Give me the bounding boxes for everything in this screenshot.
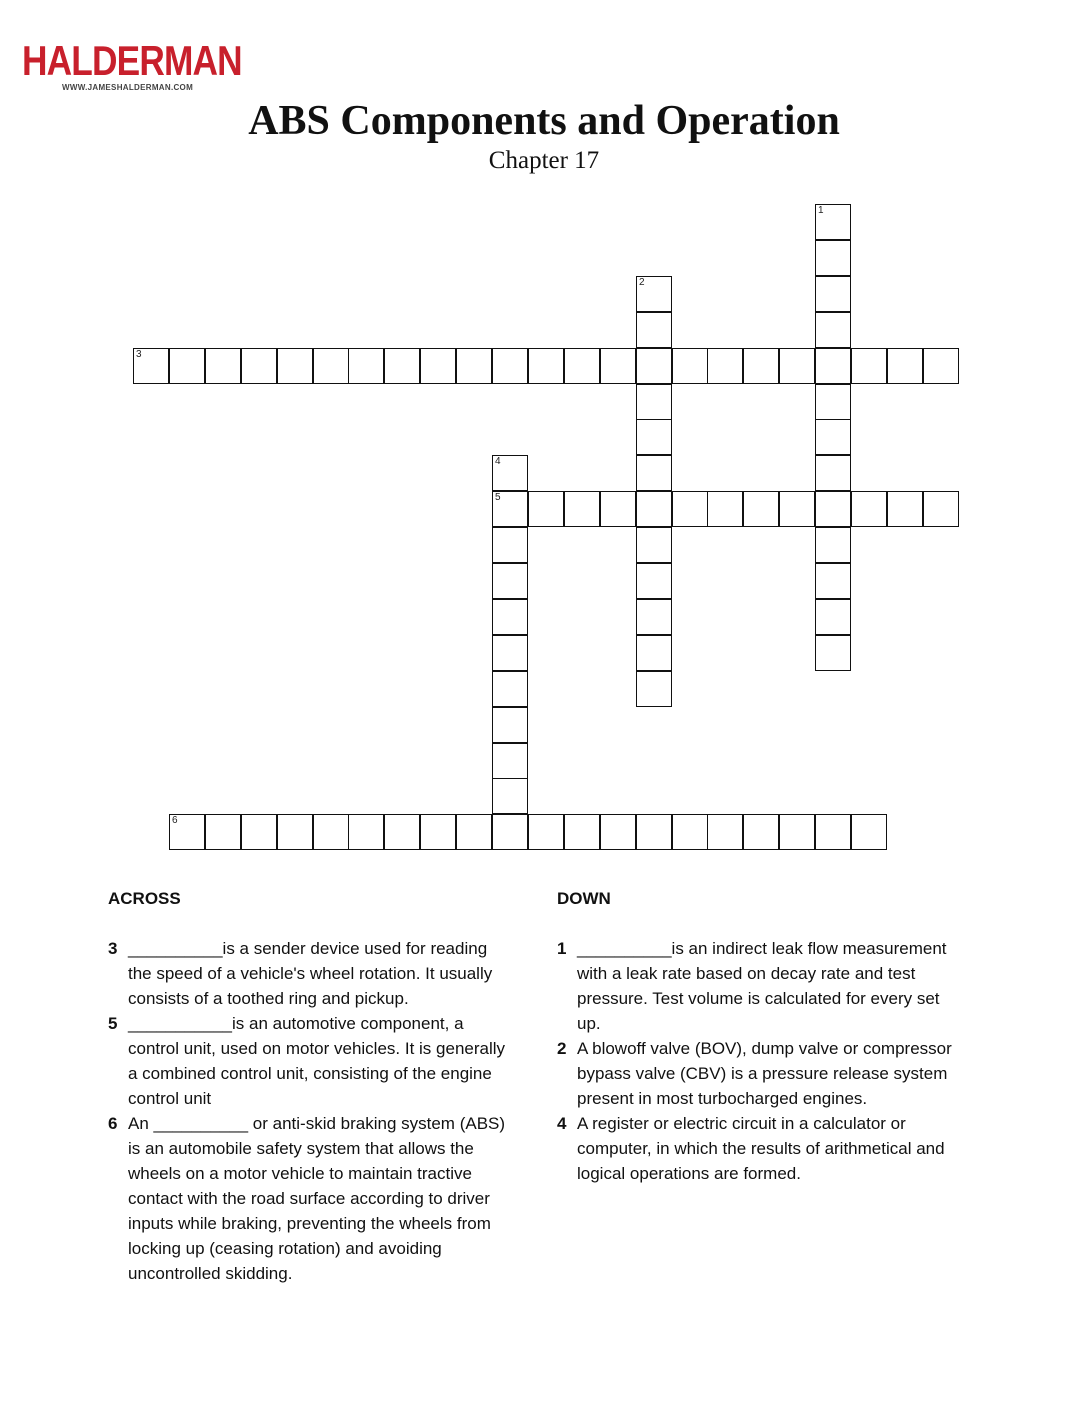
crossword-cell[interactable] bbox=[779, 491, 815, 527]
crossword-cell[interactable] bbox=[313, 814, 349, 850]
clue-text: A blowoff valve (BOV), dump valve or compressor bypass valve (CBV) is a pressure release system present in most turbocharged engines. bbox=[577, 1039, 952, 1108]
crossword-cell[interactable] bbox=[851, 491, 887, 527]
crossword-cell[interactable] bbox=[672, 491, 708, 527]
clue-text: An __________ or anti-skid braking system (ABS) is an automobile safety system that allows the wheels on a motor vehicle to maintain tractive contact with the road surface according to driver inputs while braking, preventing the wheels from locking up (ceasing rotation) and avoiding uncontrolled skidding. bbox=[128, 1114, 506, 1283]
clue-number: 4 bbox=[557, 1114, 567, 1133]
crossword-cell[interactable] bbox=[815, 455, 851, 491]
crossword-cell[interactable] bbox=[205, 814, 241, 850]
crossword-cell[interactable] bbox=[133, 348, 169, 384]
crossword-cell[interactable] bbox=[277, 348, 313, 384]
crossword-cell[interactable] bbox=[636, 419, 672, 455]
crossword-cell[interactable] bbox=[528, 348, 564, 384]
clue-text: ___________is an automotive component, a control unit, used on motor vehicles. It is generally a combined control unit, consisting of the engine control unit bbox=[128, 1014, 506, 1108]
crossword-cell[interactable] bbox=[492, 599, 528, 635]
clue-number: 2 bbox=[557, 1039, 567, 1058]
crossword-cell[interactable] bbox=[815, 814, 851, 850]
cell-number: 5 bbox=[495, 492, 501, 503]
crossword-cell[interactable] bbox=[851, 814, 887, 850]
down-clue bbox=[557, 1036, 957, 1111]
crossword-cell[interactable] bbox=[815, 527, 851, 563]
crossword-cell[interactable] bbox=[887, 348, 923, 384]
crossword-cell[interactable] bbox=[348, 814, 384, 850]
crossword-cell[interactable] bbox=[492, 563, 528, 599]
crossword-cell[interactable] bbox=[707, 814, 743, 850]
crossword-cell[interactable] bbox=[636, 635, 672, 671]
down-clues bbox=[557, 888, 957, 1186]
crossword-cell[interactable] bbox=[779, 348, 815, 384]
crossword-cell[interactable] bbox=[384, 348, 420, 384]
crossword-cell[interactable] bbox=[348, 348, 384, 384]
crossword-cell[interactable] bbox=[492, 814, 528, 850]
crossword-cell[interactable] bbox=[600, 491, 636, 527]
cell-number: 2 bbox=[639, 277, 645, 288]
crossword-cell[interactable] bbox=[743, 348, 779, 384]
cell-number: 6 bbox=[172, 815, 178, 826]
crossword-cell[interactable] bbox=[636, 348, 672, 384]
crossword-cell[interactable] bbox=[420, 348, 456, 384]
crossword-cell[interactable] bbox=[564, 491, 600, 527]
crossword-cell[interactable] bbox=[636, 563, 672, 599]
across-clue bbox=[108, 936, 508, 1011]
crossword-cell[interactable] bbox=[815, 312, 851, 348]
page-subtitle: Chapter 17 bbox=[488, 147, 600, 174]
crossword-cell[interactable] bbox=[743, 814, 779, 850]
clue-number: 6 bbox=[108, 1114, 118, 1133]
crossword-cell[interactable] bbox=[492, 455, 528, 491]
cell-number: 3 bbox=[136, 349, 142, 360]
crossword-cell[interactable] bbox=[564, 348, 600, 384]
crossword-cell[interactable] bbox=[492, 743, 528, 779]
down-clue bbox=[557, 936, 957, 1036]
cell-number: 1 bbox=[818, 205, 824, 216]
across-clues bbox=[108, 888, 508, 1286]
crossword-cell[interactable] bbox=[636, 491, 672, 527]
crossword-cell[interactable] bbox=[815, 276, 851, 312]
crossword-cell[interactable] bbox=[851, 348, 887, 384]
crossword-cell[interactable] bbox=[672, 348, 708, 384]
crossword-cell[interactable] bbox=[815, 348, 851, 384]
crossword-cell[interactable] bbox=[636, 599, 672, 635]
crossword-cell[interactable] bbox=[672, 814, 708, 850]
crossword-cell[interactable] bbox=[815, 563, 851, 599]
down-heading: DOWN bbox=[557, 889, 611, 908]
crossword-cell[interactable] bbox=[492, 491, 528, 527]
crossword-cell[interactable] bbox=[636, 276, 672, 312]
crossword-cell[interactable] bbox=[205, 348, 241, 384]
across-heading: ACROSS bbox=[108, 889, 181, 908]
crossword-cell[interactable] bbox=[815, 599, 851, 635]
logo-url: WWW.JAMESHALDERMAN.COM bbox=[62, 83, 194, 92]
clue-text: A register or electric circuit in a calculator or computer, in which the results of arithmetical and logical operations are formed. bbox=[577, 1114, 945, 1183]
clue-number: 5 bbox=[108, 1014, 118, 1033]
crossword-cell[interactable] bbox=[636, 527, 672, 563]
crossword-cell[interactable] bbox=[492, 527, 528, 563]
logo-name: HALDERMAN bbox=[22, 37, 242, 84]
crossword-cell[interactable] bbox=[815, 384, 851, 420]
crossword-cell[interactable] bbox=[241, 814, 277, 850]
crossword-cell[interactable] bbox=[887, 491, 923, 527]
crossword-cell[interactable] bbox=[492, 707, 528, 743]
crossword-cell[interactable] bbox=[492, 671, 528, 707]
crossword-cell[interactable] bbox=[815, 240, 851, 276]
crossword-cell[interactable] bbox=[923, 491, 959, 527]
crossword-cell[interactable] bbox=[492, 778, 528, 814]
crossword-cell[interactable] bbox=[815, 491, 851, 527]
crossword-cell[interactable] bbox=[636, 312, 672, 348]
crossword-cell[interactable] bbox=[277, 814, 313, 850]
crossword-cell[interactable] bbox=[456, 814, 492, 850]
halderman-logo bbox=[22, 37, 242, 92]
crossword-cell[interactable] bbox=[707, 491, 743, 527]
across-clue bbox=[108, 1011, 508, 1111]
clue-number: 1 bbox=[557, 939, 567, 958]
crossword-cell[interactable] bbox=[636, 671, 672, 707]
crossword-cell[interactable] bbox=[600, 348, 636, 384]
clue-text: __________is an indirect leak flow measurement with a leak rate based on decay rate and test pressure. Test volume is calculated for every set up. bbox=[577, 939, 947, 1033]
crossword-cell[interactable] bbox=[528, 491, 564, 527]
crossword-cell[interactable] bbox=[636, 384, 672, 420]
crossword-cell[interactable] bbox=[707, 348, 743, 384]
crossword-cell[interactable] bbox=[313, 348, 349, 384]
crossword-cell[interactable] bbox=[600, 814, 636, 850]
crossword-cell[interactable] bbox=[169, 814, 205, 850]
crossword-cell[interactable] bbox=[779, 814, 815, 850]
crossword-cell[interactable] bbox=[815, 635, 851, 671]
crossword-cell[interactable] bbox=[241, 348, 277, 384]
crossword-cell[interactable] bbox=[492, 635, 528, 671]
crossword-cell[interactable] bbox=[636, 455, 672, 491]
crossword-cell[interactable] bbox=[528, 814, 564, 850]
cell-number: 4 bbox=[495, 456, 501, 467]
crossword-cell[interactable] bbox=[492, 348, 528, 384]
clue-text: __________is a sender device used for reading the speed of a vehicle's wheel rotation. It usually consists of a toothed ring and pickup. bbox=[128, 939, 493, 1008]
crossword-cell[interactable] bbox=[384, 814, 420, 850]
across-clue bbox=[108, 1111, 508, 1286]
crossword-cell[interactable] bbox=[743, 491, 779, 527]
crossword-cell[interactable] bbox=[564, 814, 600, 850]
down-clue bbox=[557, 1111, 957, 1186]
crossword-cell[interactable] bbox=[923, 348, 959, 384]
crossword-cell[interactable] bbox=[420, 814, 456, 850]
crossword-cell[interactable] bbox=[815, 419, 851, 455]
crossword-cell[interactable] bbox=[815, 204, 851, 240]
crossword-cell[interactable] bbox=[169, 348, 205, 384]
crossword-cell[interactable] bbox=[636, 814, 672, 850]
clue-number: 3 bbox=[108, 939, 118, 958]
crossword-cell[interactable] bbox=[456, 348, 492, 384]
page-title: ABS Components and Operation bbox=[248, 98, 840, 144]
